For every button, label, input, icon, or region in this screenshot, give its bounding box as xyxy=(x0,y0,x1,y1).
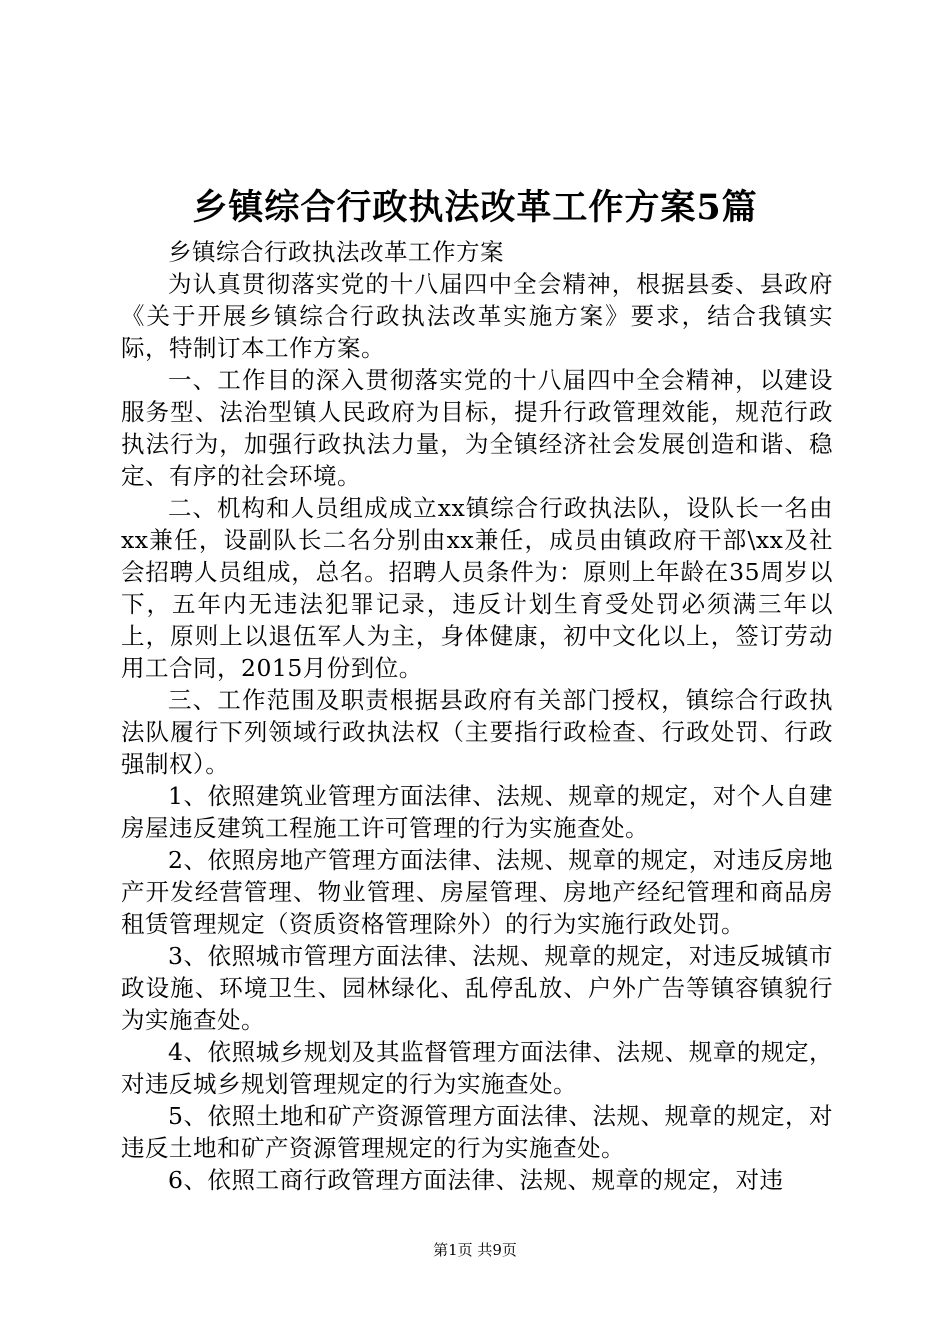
paragraph: 3、依照城市管理方面法律、法规、规章的规定，对违反城镇市政设施、环境卫生、园林绿化、乱停乱放、户外广告等镇容镇貌行为实施查处。 xyxy=(121,942,833,1034)
paragraph: 6、依照工商行政管理方面法律、法规、规章的规定，对违 xyxy=(168,1166,784,1194)
document-title: 乡镇综合行政执法改革工作方案5篇 xyxy=(192,187,758,228)
paragraph: 二、机构和人员组成成立xx镇综合行政执法队，设队长一名由xx兼任，设副队长二名分别由xx兼任，成员由镇政府干部\xx及社会招聘人员组成，总名。招聘人员条件为：原则上年龄在35周岁以下，五年内无违法犯罪记录，违反计划生育受处罚必须满三年以上，原则上以退伍军人为主，身体健康，初中文化以上，签订劳动用工合同，2015月份到位。 xyxy=(121,494,833,682)
document-body xyxy=(121,236,833,1196)
paragraph: 2、依照房地产管理方面法律、法规、规章的规定，对违反房地产开发经营管理、物业管理、房屋管理、房地产经纪管理和商品房租赁管理规定（资质资格管理除外）的行为实施行政处罚。 xyxy=(121,846,833,938)
page-footer: 第1页 共9页 xyxy=(433,1241,517,1259)
paragraph: 乡镇综合行政执法改革工作方案 xyxy=(168,238,504,266)
paragraph: 三、工作范围及职责根据县政府有关部门授权，镇综合行政执法队履行下列领域行政执法权（主要指行政检查、行政处罚、行政强制权）。 xyxy=(121,686,833,778)
paragraph: 一、工作目的深入贯彻落实党的十八届四中全会精神，以建设服务型、法治型镇人民政府为目标，提升行政管理效能，规范行政执法行为，加强行政执法力量，为全镇经济社会发展创造和谐、稳定、有序的社会环境。 xyxy=(121,366,833,490)
paragraph: 4、依照城乡规划及其监督管理方面法律、法规、规章的规定，对违反城乡规划管理规定的行为实施查处。 xyxy=(121,1038,833,1098)
paragraph: 5、依照土地和矿产资源管理方面法律、法规、规章的规定，对违反土地和矿产资源管理规定的行为实施查处。 xyxy=(121,1102,833,1162)
paragraph: 1、依照建筑业管理方面法律、法规、规章的规定，对个人自建房屋违反建筑工程施工许可管理的行为实施查处。 xyxy=(121,782,833,842)
paragraph: 为认真贯彻落实党的十八届四中全会精神，根据县委、县政府《关于开展乡镇综合行政执法改革实施方案》要求，结合我镇实际，特制订本工作方案。 xyxy=(121,270,833,362)
